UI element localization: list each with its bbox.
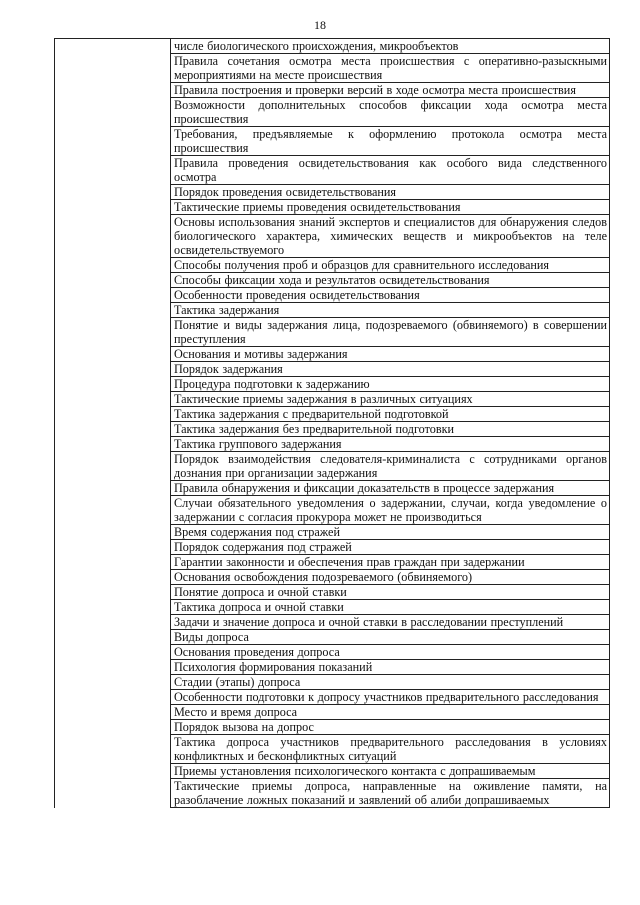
topic-cell: Правила сочетания осмотра места происшествия с оперативно-разыскными мероприятиями на месте происшествия: [171, 54, 610, 83]
section-cell: [55, 54, 171, 83]
table-row: [55, 764, 610, 779]
section-cell: [55, 630, 171, 645]
table-row: [55, 555, 610, 570]
section-cell: [55, 156, 171, 185]
topic-cell: Понятие и виды задержания лица, подозреваемого (обвиняемого) в совершении преступления: [171, 318, 610, 347]
section-cell: [55, 585, 171, 600]
table-row: [55, 318, 610, 347]
table-row: [55, 392, 610, 407]
table-row: [55, 347, 610, 362]
topic-cell: Требования, предъявляемые к оформлению протокола осмотра места происшествия: [171, 127, 610, 156]
table-row: [55, 705, 610, 720]
topic-cell: Место и время допроса: [171, 705, 610, 720]
topic-cell: Порядок вызова на допрос: [171, 720, 610, 735]
section-cell: [55, 481, 171, 496]
table-row: [55, 303, 610, 318]
topic-cell: Случаи обязательного уведомления о задержании, случаи, когда уведомление о задержании с согласия прокурора может не производиться: [171, 496, 610, 525]
section-cell: [55, 690, 171, 705]
table-row: [55, 39, 610, 54]
table-row: [55, 615, 610, 630]
table-row: [55, 258, 610, 273]
section-cell: [55, 660, 171, 675]
topic-cell: Правила построения и проверки версий в ходе осмотра места происшествия: [171, 83, 610, 98]
topic-cell: Порядок проведения освидетельствования: [171, 185, 610, 200]
table-row: [55, 156, 610, 185]
section-cell: [55, 496, 171, 525]
section-cell: [55, 273, 171, 288]
table-row: [55, 496, 610, 525]
table-row: [55, 585, 610, 600]
section-cell: [55, 288, 171, 303]
table-row: [55, 645, 610, 660]
section-cell: [55, 347, 171, 362]
page-number: 18: [314, 18, 326, 32]
table-row: [55, 600, 610, 615]
topic-cell: Порядок взаимодействия следователя-криминалиста с сотрудниками органов дознания при организации задержания: [171, 452, 610, 481]
section-cell: [55, 422, 171, 437]
section-cell: [55, 540, 171, 555]
table-row: [55, 422, 610, 437]
section-cell: [55, 39, 171, 54]
section-cell: [55, 675, 171, 690]
topic-cell: Способы получения проб и образцов для сравнительного исследования: [171, 258, 610, 273]
section-cell: [55, 200, 171, 215]
topic-cell: Основания освобождения подозреваемого (обвиняемого): [171, 570, 610, 585]
topic-cell: Правила обнаружения и фиксации доказательств в процессе задержания: [171, 481, 610, 496]
table-row: [55, 407, 610, 422]
topics-table-body: [55, 39, 610, 808]
topic-cell: Тактика задержания: [171, 303, 610, 318]
table-row: [55, 362, 610, 377]
topic-cell: Задачи и значение допроса и очной ставки в расследовании преступлений: [171, 615, 610, 630]
topic-cell: Правила проведения освидетельствования как особого вида следственного осмотра: [171, 156, 610, 185]
topic-cell: Тактические приемы проведения освидетельствования: [171, 200, 610, 215]
section-cell: [55, 437, 171, 452]
section-cell: [55, 525, 171, 540]
section-cell: [55, 779, 171, 808]
topic-cell: Основания и мотивы задержания: [171, 347, 610, 362]
section-cell: [55, 392, 171, 407]
topic-cell: Тактика задержания без предварительной подготовки: [171, 422, 610, 437]
table-row: [55, 200, 610, 215]
section-cell: [55, 570, 171, 585]
topic-cell: Тактические приемы допроса, направленные на оживление памяти, на разоблачение ложных показаний и заявлений об алиби допрашиваемых: [171, 779, 610, 808]
section-cell: [55, 318, 171, 347]
section-cell: [55, 127, 171, 156]
section-cell: [55, 705, 171, 720]
topic-cell: Виды допроса: [171, 630, 610, 645]
topic-cell: Особенности проведения освидетельствования: [171, 288, 610, 303]
topic-cell: Тактические приемы задержания в различных ситуациях: [171, 392, 610, 407]
table-row: [55, 779, 610, 808]
table-row: [55, 288, 610, 303]
section-cell: [55, 362, 171, 377]
table-row: [55, 83, 610, 98]
topic-cell: Особенности подготовки к допросу участников предварительного расследования: [171, 690, 610, 705]
table-row: [55, 377, 610, 392]
topic-cell: Тактика допроса и очной ставки: [171, 600, 610, 615]
topic-cell: Тактика задержания с предварительной подготовкой: [171, 407, 610, 422]
section-cell: [55, 185, 171, 200]
section-cell: [55, 377, 171, 392]
topic-cell: Основы использования знаний экспертов и специалистов для обнаружения следов биологического характера, химических веществ и микрообъектов на теле освидетельствуемого: [171, 215, 610, 258]
section-cell: [55, 258, 171, 273]
topic-cell: Приемы установления психологического контакта с допрашиваемым: [171, 764, 610, 779]
topic-cell: числе биологического происхождения, микрообъектов: [171, 39, 610, 54]
table-row: [55, 127, 610, 156]
topic-cell: Порядок содержания под стражей: [171, 540, 610, 555]
table-row: [55, 273, 610, 288]
topic-cell: Процедура подготовки к задержанию: [171, 377, 610, 392]
section-cell: [55, 645, 171, 660]
section-cell: [55, 83, 171, 98]
table-row: [55, 675, 610, 690]
topic-cell: Способы фиксации хода и результатов освидетельствования: [171, 273, 610, 288]
table-row: [55, 630, 610, 645]
section-cell: [55, 215, 171, 258]
topic-cell: Тактика допроса участников предварительного расследования в условиях конфликтных и бесконфликтных ситуаций: [171, 735, 610, 764]
table-row: [55, 570, 610, 585]
topic-cell: Возможности дополнительных способов фиксации хода осмотра места происшествия: [171, 98, 610, 127]
table-row: [55, 735, 610, 764]
topic-cell: Порядок задержания: [171, 362, 610, 377]
section-cell: [55, 555, 171, 570]
table-row: [55, 690, 610, 705]
topics-table: [54, 38, 610, 808]
section-cell: [55, 600, 171, 615]
topic-cell: Основания проведения допроса: [171, 645, 610, 660]
section-cell: [55, 615, 171, 630]
topic-cell: Понятие допроса и очной ставки: [171, 585, 610, 600]
section-cell: [55, 735, 171, 764]
topic-cell: Тактика группового задержания: [171, 437, 610, 452]
table-row: [55, 185, 610, 200]
table-row: [55, 452, 610, 481]
table-row: [55, 98, 610, 127]
section-cell: [55, 452, 171, 481]
section-cell: [55, 407, 171, 422]
table-row: [55, 481, 610, 496]
table-row: [55, 54, 610, 83]
section-cell: [55, 720, 171, 735]
table-row: [55, 720, 610, 735]
table-row: [55, 540, 610, 555]
section-cell: [55, 303, 171, 318]
section-cell: [55, 98, 171, 127]
topic-cell: Время содержания под стражей: [171, 525, 610, 540]
table-row: [55, 525, 610, 540]
topic-cell: Гарантии законности и обеспечения прав граждан при задержании: [171, 555, 610, 570]
table-row: [55, 660, 610, 675]
section-cell: [55, 764, 171, 779]
table-row: [55, 215, 610, 258]
table-row: [55, 437, 610, 452]
topic-cell: Стадии (этапы) допроса: [171, 675, 610, 690]
topic-cell: Психология формирования показаний: [171, 660, 610, 675]
